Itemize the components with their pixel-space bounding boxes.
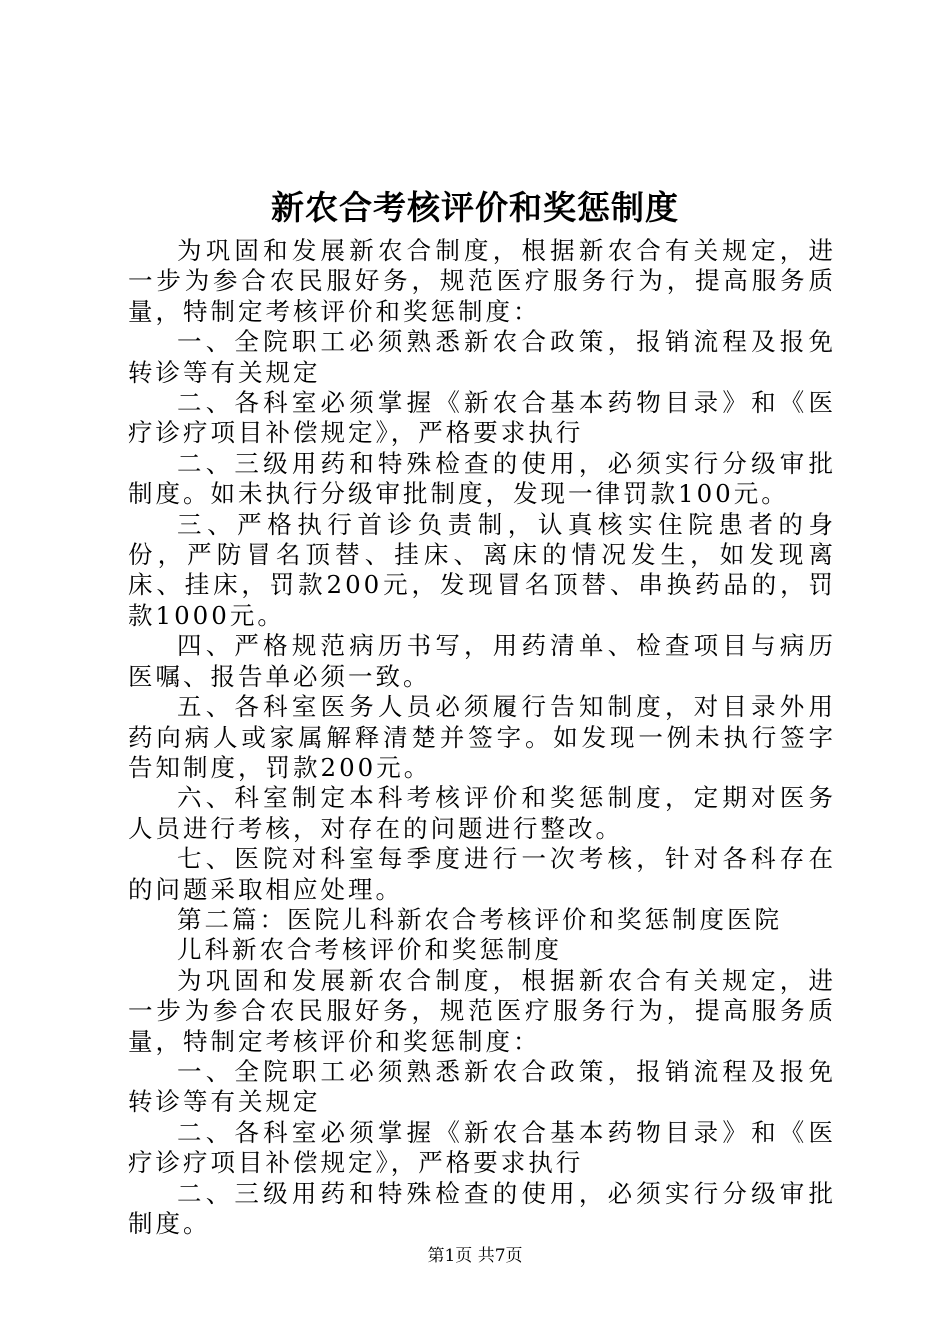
paragraph-item-2b: 二、三级用药和特殊检查的使用，必须实行分级审批制度。如未执行分级审批制度，发现一律罚款100元。 [128, 448, 836, 509]
paragraph-item-5: 五、各科室医务人员必须履行告知制度，对目录外用药向病人或家属解释清楚并签字。如发现一例未执行签字告知制度，罚款200元。 [128, 692, 836, 782]
paragraph-item-3: 三、严格执行首诊负责制，认真核实住院患者的身份，严防冒名顶替、挂床、离床的情况发生，如发现离床、挂床，罚款200元，发现冒名顶替、串换药品的，罚款1000元。 [128, 509, 836, 630]
document-title: 新农合考核评价和奖惩制度 [271, 188, 679, 227]
paragraph-item-7: 七、医院对科室每季度进行一次考核，针对各科存在的问题采取相应处理。 [128, 844, 836, 904]
section-subheading: 儿科新农合考核评价和奖惩制度 [177, 935, 562, 965]
document-body [128, 236, 836, 1239]
page-footer: 第1页 共7页 [427, 1246, 523, 1266]
paragraph-item-2-2: 二、各科室必须掌握《新农合基本药物目录》和《医疗诊疗项目补偿规定》，严格要求执行 [128, 1117, 836, 1178]
paragraph-item-1: 一、全院职工必须熟悉新农合政策，报销流程及报免转诊等有关规定 [128, 327, 836, 387]
paragraph-intro: 为巩固和发展新农合制度，根据新农合有关规定，进一步为参合农民服好务，规范医疗服务行为，提高服务质量，特制定考核评价和奖惩制度： [128, 236, 836, 326]
paragraph-item-2: 二、各科室必须掌握《新农合基本药物目录》和《医疗诊疗项目补偿规定》，严格要求执行 [128, 388, 836, 448]
paragraph-item-1-2: 一、全院职工必须熟悉新农合政策，报销流程及报免转诊等有关规定 [128, 1056, 836, 1117]
paragraph-item-6: 六、科室制定本科考核评价和奖惩制度，定期对医务人员进行考核，对存在的问题进行整改。 [128, 783, 836, 843]
paragraph-item-2b-2: 二、三级用药和特殊检查的使用，必须实行分级审批制度。 [128, 1178, 836, 1238]
section-heading-part-two: 第二篇：医院儿科新农合考核评价和奖惩制度医院 [177, 904, 782, 934]
paragraph-item-4: 四、严格规范病历书写，用药清单、检查项目与病历医嘱、报告单必须一致。 [128, 631, 836, 691]
paragraph-intro-2: 为巩固和发展新农合制度，根据新农合有关规定，进一步为参合农民服好务，规范医疗服务行为，提高服务质量，特制定考核评价和奖惩制度： [128, 965, 836, 1056]
